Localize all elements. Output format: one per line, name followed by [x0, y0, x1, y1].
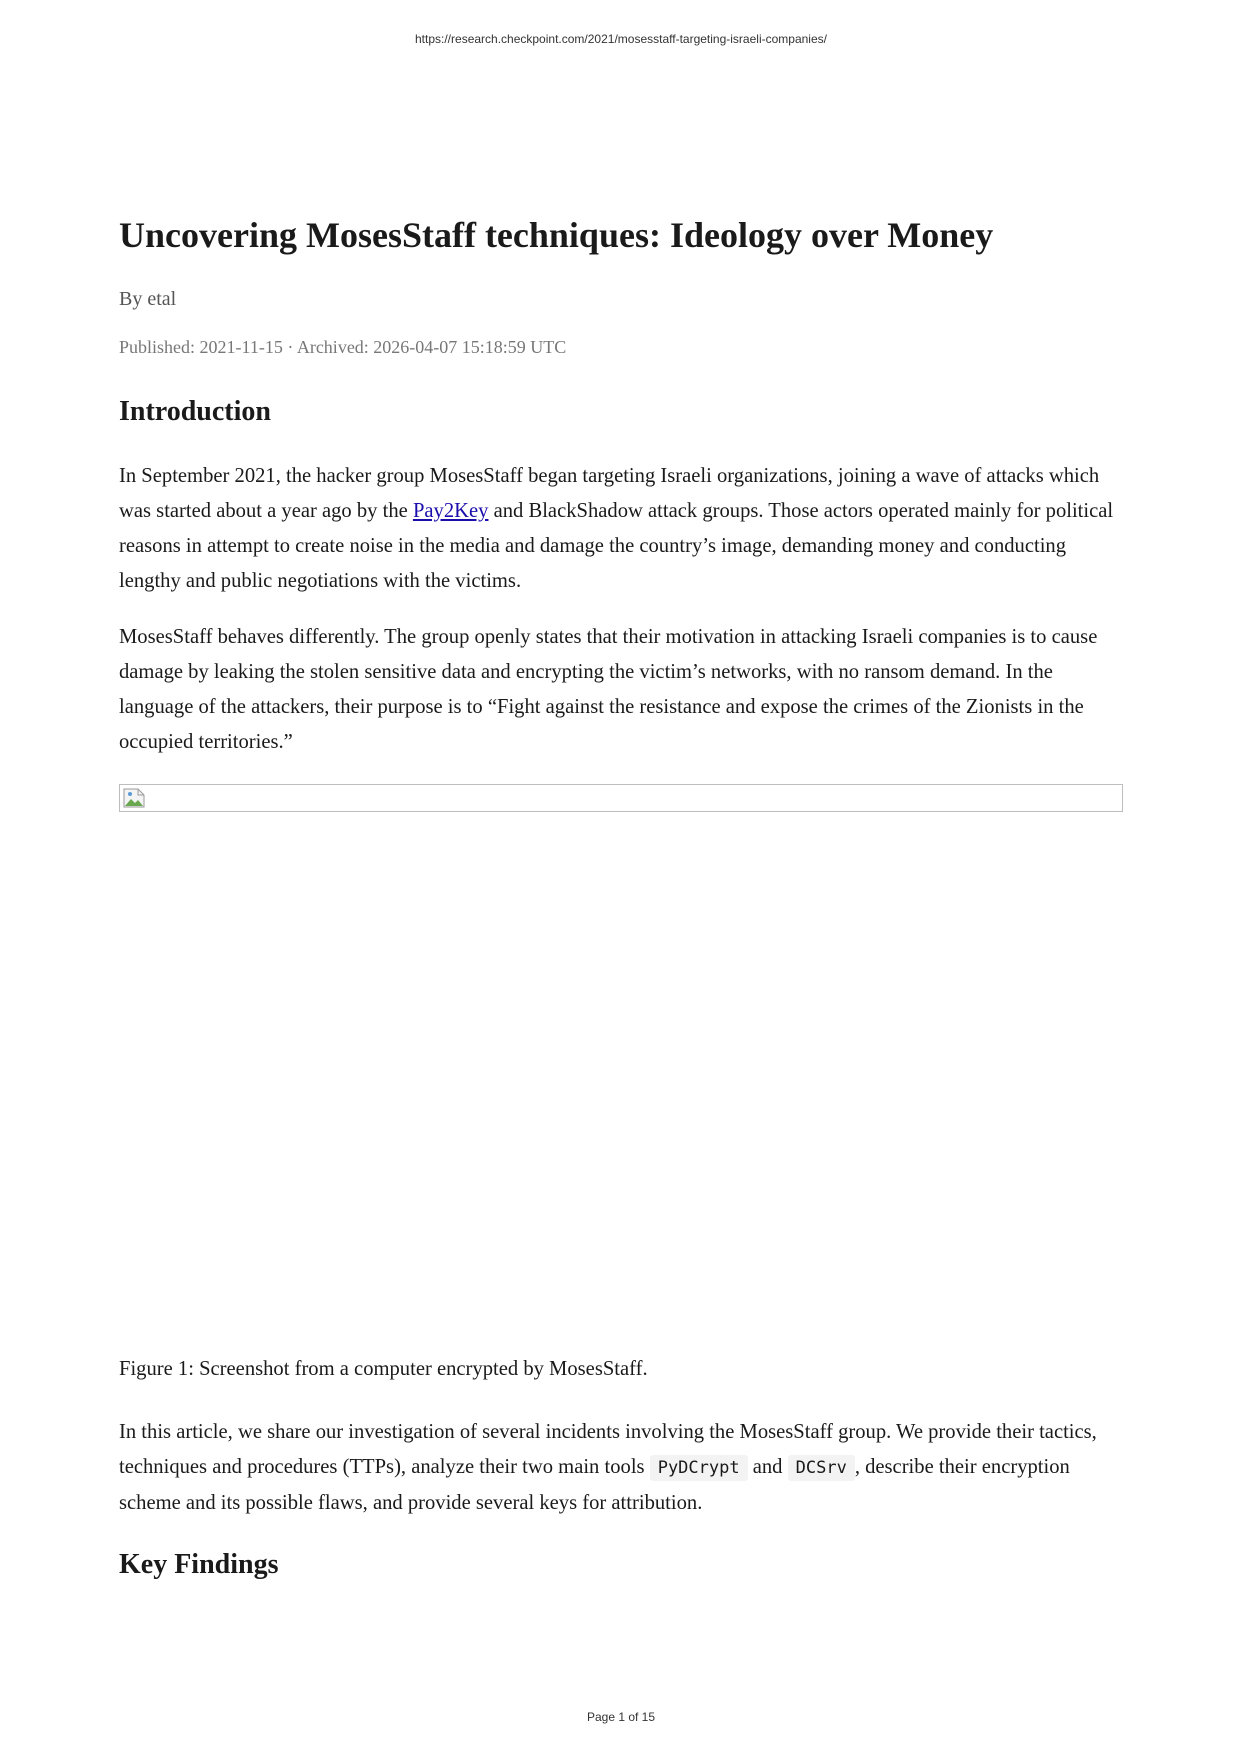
- intro-paragraph-2: MosesStaff behaves differently. The group openly states that their motivation in attacking Israeli companies is to cause damage by leaking the stolen sensitive data and encrypting the victim’s networks, with no ransom demand. In the language of the attackers, their purpose is to “Fight against the resistance and expose the crimes of the Zionists in the occupied territories.”: [119, 626, 1098, 753]
- intro-paragraph-1: [119, 459, 1125, 599]
- figure-1-image: [119, 784, 1123, 812]
- key-findings-heading: Key Findings: [119, 1549, 279, 1580]
- intro-p1-text-before-link: In September 2021, the hacker group MosesStaff began targeting Israeli organizations, joining a wave of attacks which was started about a year ago by the: [119, 465, 1100, 522]
- page-url-header: https://research.checkpoint.com/2021/mosesstaff-targeting-israeli-companies/: [415, 32, 827, 46]
- intro-p1-text-after-link: and BlackShadow attack groups. Those actors operated mainly for political reasons in attempt to create noise in the media and damage the country’s image, demanding money and conducting lengthy and public negotiations with the victims.: [119, 500, 1114, 592]
- article-byline: By etal: [119, 288, 177, 310]
- p3-text-part-3: , describe their encryption scheme and its possible flaws, and provide several keys for attribution.: [119, 1456, 1070, 1514]
- article-title: Uncovering MosesStaff techniques: Ideology over Money: [119, 215, 994, 255]
- article-paragraph-3: [119, 1415, 1125, 1521]
- p3-text-part-2: and: [747, 1456, 788, 1478]
- figure-1-caption: Figure 1: Screenshot from a computer encrypted by MosesStaff.: [119, 1358, 648, 1380]
- page-number: Page 1 of 15: [586, 1710, 656, 1724]
- code-dcsrv: DCSrv: [788, 1455, 855, 1481]
- pay2key-link[interactable]: Pay2Key: [412, 500, 489, 522]
- code-pydcrypt: PyDCrypt: [650, 1455, 748, 1481]
- broken-image-icon: [123, 788, 145, 808]
- p3-text-part-1: In this article, we share our investigation of several incidents involving the MosesStaff group. We provide their tactics, techniques and procedures (TTPs), analyze their two main tools: [119, 1421, 1097, 1478]
- article-meta-dates: Published: 2021-11-15 · Archived: 2026-04-07 15:18:59 UTC: [119, 337, 567, 357]
- introduction-heading: Introduction: [119, 396, 271, 427]
